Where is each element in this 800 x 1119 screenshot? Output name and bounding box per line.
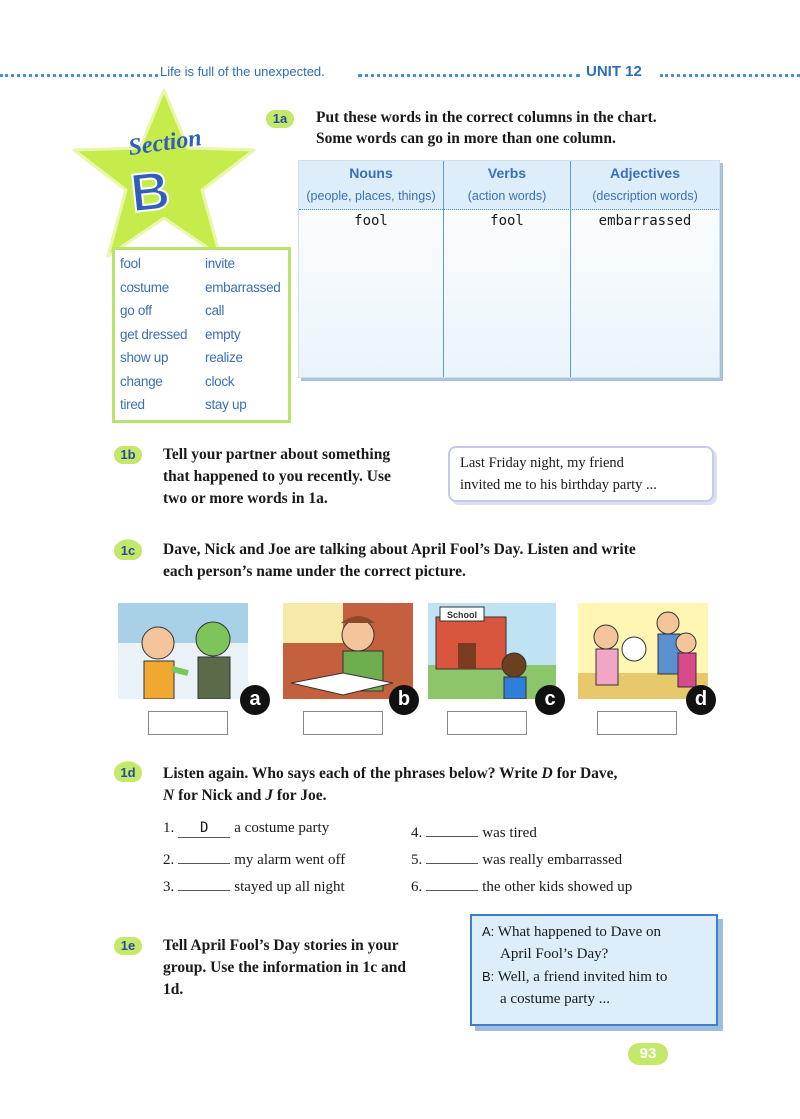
phrase-answer-blank[interactable]	[178, 847, 230, 864]
speaker-b: B:	[482, 969, 495, 984]
word-bank-item: call	[205, 303, 225, 318]
phrase-item	[411, 847, 622, 869]
picture-c	[428, 603, 556, 699]
word-bank	[112, 247, 291, 423]
picture-label-b: b	[389, 685, 419, 715]
chart-column-subtitle: (people, places, things)	[306, 189, 436, 203]
header-unit: UNIT 12	[586, 63, 642, 80]
phrase-answer-blank[interactable]: D	[178, 821, 230, 838]
kids-costume-illustration	[578, 603, 708, 699]
phrase-item	[163, 847, 345, 869]
header-dotted-line-left	[0, 74, 158, 81]
phrase-number: 5.	[411, 852, 423, 868]
word-bank-item: clock	[205, 374, 235, 389]
word-bank-item: show up	[120, 350, 169, 365]
ex1d-letter-d: D	[541, 765, 553, 782]
phrase-answer-blank[interactable]	[426, 847, 478, 864]
section-letter: B	[127, 160, 173, 224]
phrase-number: 3.	[163, 879, 175, 895]
ex1d-letter-n: N	[163, 787, 175, 804]
scared-boy-monster-illustration	[118, 603, 248, 699]
ex1e-instruction-line3: 1d.	[163, 981, 184, 998]
phrase-text: was really embarrassed	[482, 852, 623, 868]
header-dotted-line-right	[660, 74, 800, 81]
phrase-text: was tired	[482, 825, 537, 841]
word-bank-item: invite	[205, 256, 235, 271]
picture-b	[283, 603, 413, 699]
word-bank-item: stay up	[205, 397, 247, 412]
answer-box-a[interactable]	[148, 711, 228, 735]
phrase-text: a costume party	[234, 820, 330, 836]
dialog-line: April Fool’s Day?	[500, 946, 609, 962]
picture-a	[118, 603, 248, 699]
phrase-number: 2.	[163, 852, 175, 868]
phrase-number: 4.	[411, 825, 423, 841]
phrase-answer-blank[interactable]	[426, 820, 478, 837]
ex1a-instruction-line2: Some words can go in more than one column.	[316, 130, 616, 147]
header-tagline: Life is full of the unexpected.	[160, 64, 325, 79]
phrase-text: the other kids showed up	[482, 879, 633, 895]
ex1d-letter-j: J	[265, 787, 273, 804]
ex1c-instruction-line1: Dave, Nick and Joe are talking about April Fool’s Day. Listen and write	[163, 541, 636, 558]
picture-label-a: a	[240, 685, 270, 715]
ex1d-text: for Joe.	[272, 787, 327, 804]
word-bank-item: get dressed	[120, 327, 188, 342]
phrase-text: stayed up all night	[234, 879, 345, 895]
chart-column-title: Nouns	[349, 165, 393, 181]
word-bank-item: embarrassed	[205, 280, 281, 295]
school-sign-text: School	[446, 610, 478, 620]
exercise-badge-1d: 1d	[114, 764, 142, 782]
example-dialog	[470, 914, 718, 1026]
word-bank-item: tired	[120, 397, 145, 412]
word-bank-item: fool	[120, 256, 141, 271]
boy-at-school-illustration	[428, 603, 556, 699]
example-line1: Last Friday night, my friend	[460, 455, 624, 471]
picture-label-d: d	[686, 685, 716, 715]
exercise-badge-1e: 1e	[114, 937, 142, 955]
dialog-line: What happened to Dave on	[497, 924, 662, 940]
chart-column-nouns	[299, 161, 443, 377]
chart-column-verbs	[444, 161, 570, 377]
word-bank-item: change	[120, 374, 163, 389]
chart-column-title: Adjectives	[609, 165, 681, 181]
picture-d	[578, 603, 708, 699]
phrase-item	[411, 820, 537, 842]
boy-reading-illustration	[283, 603, 413, 699]
word-bank-item: go off	[120, 303, 152, 318]
answer-box-c[interactable]	[447, 711, 527, 735]
chart-cell[interactable]: embarrassed	[598, 213, 692, 229]
page-number: 93	[628, 1043, 668, 1065]
phrase-number: 6.	[411, 879, 423, 895]
example-speech-bubble	[448, 446, 714, 502]
header-dotted-line-mid	[358, 74, 580, 81]
phrase-number: 1.	[163, 820, 175, 836]
phrase-item	[163, 874, 345, 896]
chart-column-title: Verbs	[487, 165, 527, 181]
dialog-line: Well, a friend invited him to	[497, 969, 668, 985]
ex1b-instruction-line1: Tell your partner about something	[163, 446, 391, 463]
chart-column-subtitle: (description words)	[592, 189, 698, 203]
dialog-line: a costume party ...	[500, 991, 610, 1007]
ex1b-instruction-line2: that happened to you recently. Use	[163, 468, 391, 485]
ex1d-text: for Nick and	[174, 787, 266, 804]
speaker-a: A:	[482, 924, 495, 939]
chart-cell[interactable]: fool	[354, 213, 388, 229]
exercise-badge-1a: 1a	[266, 110, 294, 128]
section-word: Section	[126, 125, 204, 162]
chart-column-subtitle: (action words)	[467, 189, 547, 203]
section-star-icon	[66, 86, 262, 264]
ex1d-text: Listen again. Who says each of the phrases below? Write	[163, 765, 542, 782]
ex1d-instruction-line2	[163, 785, 327, 806]
word-bank-item: empty	[205, 327, 241, 342]
example-line2: invited me to his birthday party ...	[460, 477, 657, 493]
ex1d-instruction-line1	[163, 763, 617, 784]
ex1e-instruction-line2: group. Use the information in 1c and	[163, 959, 406, 976]
word-bank-item: realize	[205, 350, 243, 365]
phrase-text: my alarm went off	[234, 852, 346, 868]
chart-column-adjectives	[571, 161, 719, 377]
answer-box-d[interactable]	[597, 711, 677, 735]
exercise-badge-1c: 1c	[114, 542, 142, 560]
word-bank-item: costume	[120, 280, 169, 295]
ex1e-instruction-line1: Tell April Fool’s Day stories in your	[163, 937, 399, 954]
ex1d-text: for Dave,	[552, 765, 618, 782]
ex1b-instruction-line3: two or more words in 1a.	[163, 490, 328, 507]
exercise-badge-1b: 1b	[114, 446, 142, 464]
phrase-answer-blank[interactable]	[178, 874, 230, 891]
phrase-answer-blank[interactable]	[426, 874, 478, 891]
phrase-item	[163, 820, 329, 838]
ex1a-instruction-line1: Put these words in the correct columns in the chart.	[316, 109, 657, 126]
answer-box-b[interactable]	[303, 711, 383, 735]
chart-cell[interactable]: fool	[490, 213, 524, 229]
phrase-item	[411, 874, 632, 896]
ex1c-instruction-line2: each person’s name under the correct picture.	[163, 563, 466, 580]
picture-label-c: c	[535, 685, 565, 715]
word-chart	[298, 160, 720, 378]
